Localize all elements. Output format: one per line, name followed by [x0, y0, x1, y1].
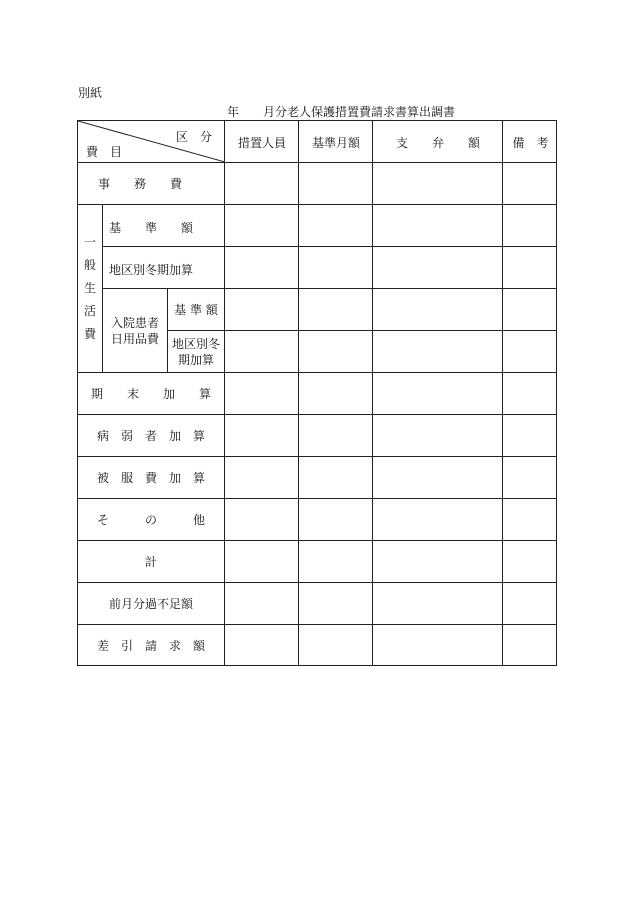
row-label-line: 地区別冬	[171, 336, 220, 351]
row-label-line: 入院患者	[110, 315, 159, 330]
header-corner-category: 区 分	[176, 130, 213, 144]
row-label-line: 日用品費	[110, 331, 159, 346]
row-label-inpatient-base: 基 準 額	[174, 303, 218, 317]
row-label-line: 期加算	[177, 352, 214, 367]
document-title: 年 月分老人保護措置費請求書算出調書	[227, 105, 456, 119]
group-char: 活	[83, 304, 96, 318]
row-label-regional-winter: 地区別冬期加算	[109, 263, 194, 277]
row-label-text: 事 務 費	[98, 177, 183, 191]
group-char: 一	[83, 235, 96, 249]
row-label-total: 計	[144, 555, 157, 569]
group-char: 般	[83, 258, 96, 272]
divider	[372, 121, 373, 666]
calculation-table	[77, 120, 557, 666]
group-char: 生	[83, 281, 96, 295]
col-header-remarks: 備 考	[512, 135, 549, 150]
row-label-term-end-addition: 期 末 加 算	[90, 387, 211, 401]
row-label-prev-month-adjustment: 前月分過不足額	[108, 597, 193, 611]
group-char: 費	[83, 327, 96, 341]
col-header-payment: 支 弁 額	[395, 135, 480, 150]
divider	[78, 204, 556, 205]
col-header-persons: 措置人員	[237, 135, 286, 150]
row-label-sick-addition: 病 弱 者 加 算	[96, 429, 205, 443]
row-label-clothing-addition: 被 服 費 加 算	[96, 471, 205, 485]
row-label-net-claim: 差 引 請 求 額	[96, 639, 205, 653]
divider	[102, 246, 556, 247]
divider	[167, 330, 556, 331]
col-header-base-monthly: 基準月額	[311, 135, 360, 150]
row-group-general-living	[78, 205, 102, 372]
row-label-inpatient-goods	[103, 289, 167, 372]
header-corner-expense: 費 目	[86, 145, 123, 159]
divider	[502, 121, 503, 666]
divider	[224, 121, 225, 666]
divider	[298, 121, 299, 666]
row-label-office-expense	[78, 163, 224, 204]
row-label-inpatient-winter	[168, 331, 224, 372]
attachment-label: 別紙	[78, 86, 103, 100]
row-label-other: そ の 他	[96, 513, 205, 527]
row-label-base-amount: 基 準 額	[109, 221, 194, 235]
